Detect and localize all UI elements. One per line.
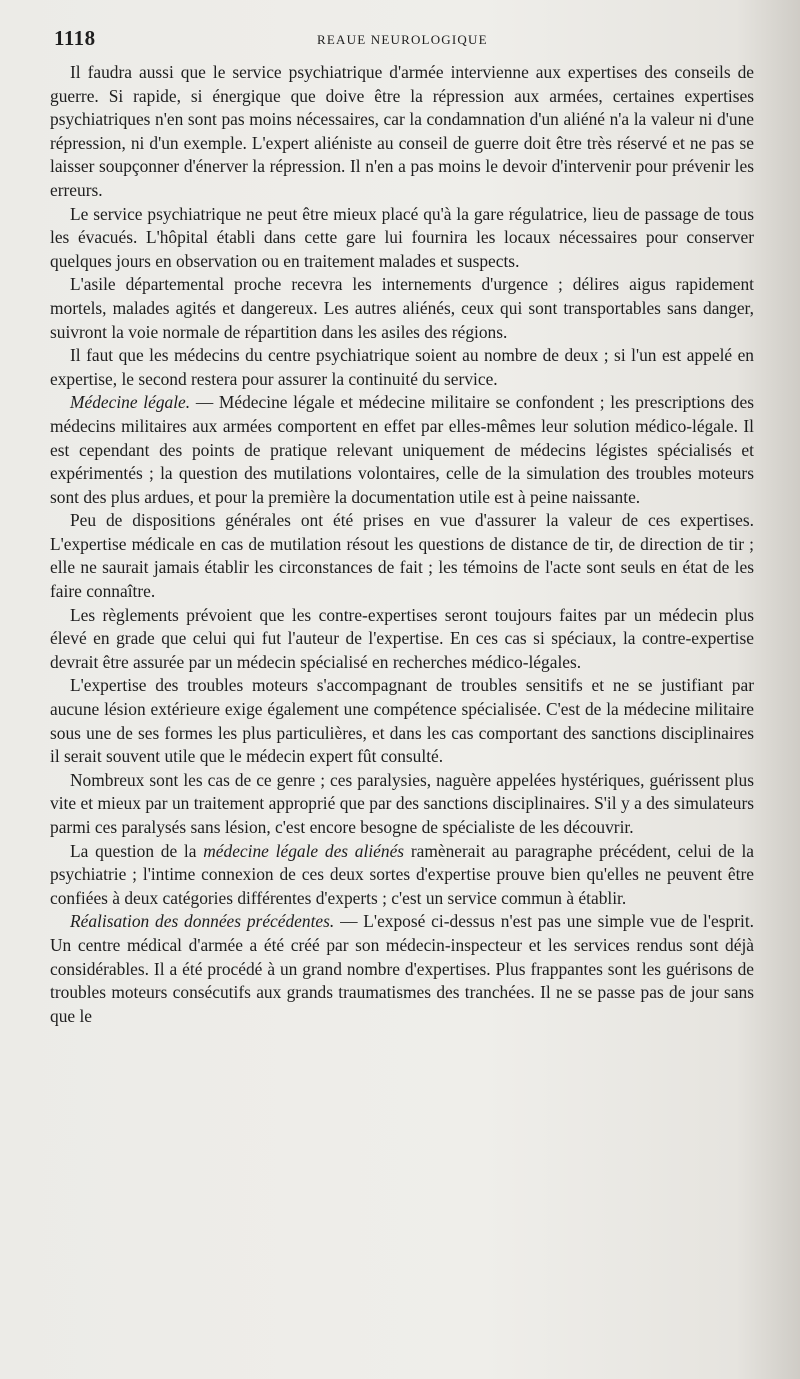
paragraph: Les règlements prévoient que les contre-expertises seront toujours faites par un médecin plus élevé en grade que celui qui fut l'auteur de l'expertise. En ces cas si spéciaux, la contre-expertise devrait être assurée par un médecin spécialisé en recherches médico-légales.: [50, 604, 754, 672]
page-header: [54, 26, 754, 50]
italic-phrase: médecine légale des aliénés: [203, 840, 405, 861]
running-title: REAUE NEUROLOGIQUE: [317, 32, 488, 47]
paragraph: L'asile départemental proche recevra les internements d'urgence ; délires aigus rapidement mortels, malades agités et dangereux. Les autres aliénés, ceux qui sont transportables sans danger, suivront la voie normale de répartition dans les asiles des régions.: [50, 274, 754, 342]
paragraph: Nombreux sont les cas de ce genre ; ces paralysies, naguère appelées hystériques, guérissent plus vite et mieux par un traitement approprié que par des sanctions disciplinaires. S'il y a des simulateurs parmi ces paralysés sans lésion, c'est encore besogne de spécialiste de les découvrir.: [50, 769, 754, 837]
paragraph: Il faut que les médecins du centre psychiatrique soient au nombre de deux ; si l'un est appelé en expertise, le second restera pour assurer la continuité du service.: [50, 345, 754, 389]
paragraph: Réalisation des données précédentes. — L'exposé ci-dessus n'est pas une simple vue de l'esprit. Un centre médical d'armée a été créé par son médecin-inspecteur et les services rendus sont déjà considérables. Il a été procédé à un grand nombre d'expertises. Plus frappantes sont les guérisons de troubles moteurs consécutifs aux grands traumatismes des tranchées. Il ne se passe pas de jour sans que le: [50, 911, 755, 1026]
paragraph: L'expertise des troubles moteurs s'accompagnant de troubles sensitifs et ne se justifiant par aucune lésion extérieure exige également une compétence spécialisée. C'est de la médecine militaire sous une de ses formes les plus particulières, et dans les cas comportant des sanctions disciplinaires il serait souvent utile que le médecin expert fût consulté.: [50, 675, 754, 767]
body-text: [50, 61, 754, 1028]
paragraph: Médecine légale. — Médecine légale et médecine militaire se confondent ; les prescriptions des médecins militaires aux armées comportent en effet par elles-mêmes leur solution médico-légale. Il est cependant des points de pratique relevant uniquement de médecins légistes spécialisés et expérimentés ; la question des mutilations volontaires, celle de la simulation des troubles moteurs sont des plus ardues, et pour la première la documentation utile est à peine naissante.: [50, 392, 754, 507]
section-heading: Réalisation des données précédentes.: [70, 911, 335, 932]
section-heading: Médecine légale.: [70, 392, 191, 413]
paragraph: Le service psychiatrique ne peut être mieux placé qu'à la gare régulatrice, lieu de passage de tous les évacués. L'hôpital établi dans cette gare lui fournira les locaux nécessaires pour conserver quelques jours en observation ou en traitement malades et suspects.: [50, 203, 754, 271]
page-number: 1118: [54, 26, 96, 50]
paragraph: Peu de dispositions générales ont été prises en vue d'assurer la valeur de ces expertises. L'expertise médicale en cas de mutilation résout les questions de distance de tir, de direction de tir ; elle ne saurait jamais établir les circonstances de fait ; les témoins de l'acte sont seuls en état de les faire connaître.: [50, 510, 754, 602]
paragraph: Il faudra aussi que le service psychiatrique d'armée intervienne aux expertises des conseils de guerre. Si rapide, si énergique que doive être la répression aux armées, certaines expertises psychiatriques n'en sont pas moins nécessaires, car la condamnation d'un aliéné n'a la valeur ni d'une répression, ni d'un exemple. L'expert aliéniste au conseil de guerre doit être très réservé et ne pas se laisser soupçonner d'énerver la répression. Il n'en a pas moins le devoir d'intervenir pour prévenir les erreurs.: [50, 62, 754, 200]
paragraph: La question de la médecine légale des aliénés ramènerait au paragraphe précédent, celui de la psychiatrie ; l'intime connexion de ces deux sortes d'expertise prouve bien qu'elles ne peuvent être confiées à deux catégories différentes d'experts ; c'est un service commun à établir.: [50, 840, 754, 908]
